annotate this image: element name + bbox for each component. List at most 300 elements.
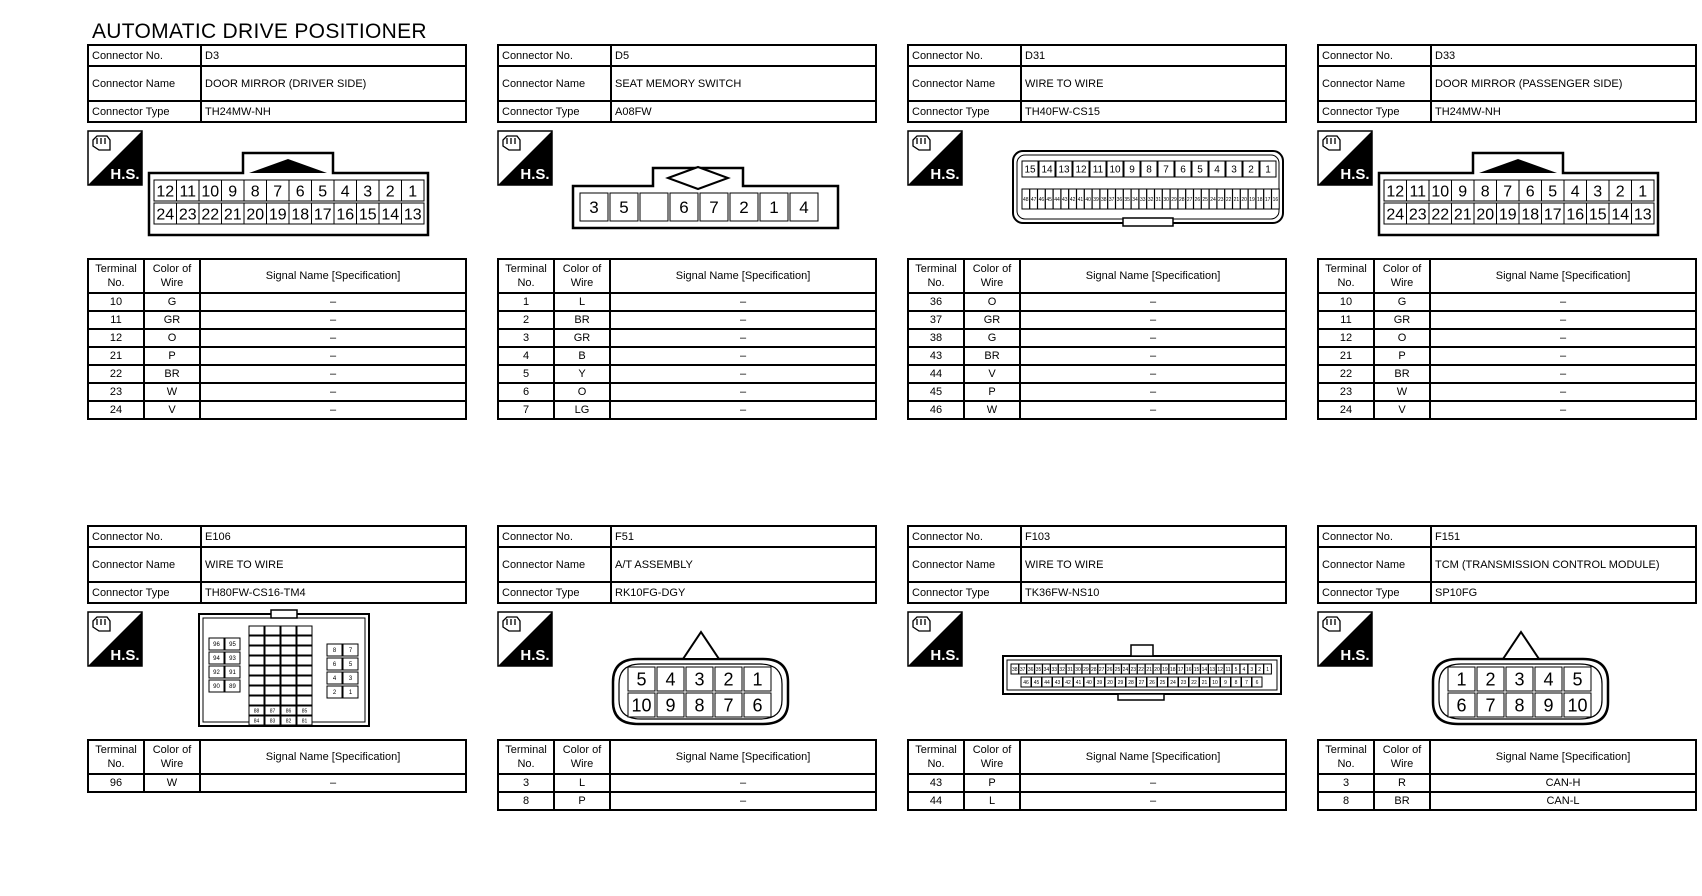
signal-name-header: Signal Name [Specification] — [1430, 740, 1696, 774]
signal-name-cell: – — [200, 383, 466, 401]
pin-cavity — [249, 656, 264, 665]
pin-number: 18 — [1521, 206, 1540, 224]
connector-no-value: F151 — [1431, 526, 1696, 547]
terminal-no-cell: 10 — [1318, 293, 1374, 311]
pin-number: 81 — [301, 718, 308, 725]
table-row — [908, 311, 1286, 329]
signal-name-cell: – — [200, 347, 466, 365]
pin-number: 22 — [201, 206, 220, 224]
pin-number: 3 — [363, 183, 373, 201]
lock-tab — [1131, 645, 1153, 656]
connector-face-drawing — [553, 123, 877, 258]
wire-color-header: Color of Wire — [964, 740, 1020, 774]
terminal-no-cell: 46 — [908, 401, 964, 419]
hs-label: H.S. — [520, 647, 550, 664]
pin-number: 16 — [336, 206, 355, 224]
pin-number: 28 — [1128, 679, 1134, 686]
harness-side-icon — [87, 611, 143, 667]
pin-number: 37 — [1019, 666, 1026, 673]
connector-no-value: F103 — [1021, 526, 1286, 547]
pin-number: 23 — [1218, 196, 1224, 203]
terminal-no-cell: 23 — [1318, 383, 1374, 401]
connector-type-label: Connector Type — [88, 101, 201, 122]
pin-number: 4 — [340, 183, 350, 201]
connector-no-label: Connector No. — [498, 526, 611, 547]
connector-block — [907, 525, 1287, 811]
pin-number: 24 — [1170, 679, 1176, 686]
pin-number: 12 — [1075, 164, 1087, 176]
connector-diagram — [1317, 123, 1697, 258]
pin-number: 84 — [253, 718, 260, 725]
terminal-no-header: Terminal No. — [88, 259, 144, 293]
pin-cavity — [297, 696, 312, 705]
harness-side-icon — [907, 611, 963, 667]
connector-block — [497, 44, 877, 420]
connector-type-label: Connector Type — [498, 101, 611, 122]
signal-name-header: Signal Name [Specification] — [610, 259, 876, 293]
signal-name-cell: – — [610, 792, 876, 810]
pin-number: 94 — [213, 656, 220, 663]
signal-name-cell: CAN-H — [1430, 774, 1696, 792]
pin-cavity — [297, 646, 312, 655]
pin-number: 2 — [1615, 183, 1625, 201]
connector-block — [1317, 525, 1697, 811]
pin-number: 15 — [1588, 206, 1607, 224]
pin-number: 34 — [1132, 196, 1138, 203]
table-row — [908, 329, 1286, 347]
pin-number: 1 — [1456, 669, 1467, 690]
wire-color-cell: W — [144, 774, 200, 792]
terminal-no-cell: 36 — [908, 293, 964, 311]
harness-side-icon — [1317, 611, 1373, 667]
pin-number: 13 — [1209, 666, 1216, 673]
connector-face-drawing — [143, 604, 467, 739]
connector-diagram — [87, 123, 467, 258]
pin-cavity — [265, 666, 280, 675]
table-row — [498, 774, 876, 792]
pin-number: 24 — [156, 206, 175, 224]
pin-cavity — [249, 636, 264, 645]
signal-name-cell: – — [1430, 401, 1696, 419]
pin-number: 3 — [694, 669, 705, 690]
pin-number: 20 — [246, 206, 265, 224]
pin-number: 7 — [1485, 695, 1496, 716]
pin-number: 9 — [1129, 164, 1135, 176]
terminal-no-cell: 1 — [498, 293, 554, 311]
terminal-no-header: Terminal No. — [1318, 740, 1374, 774]
wire-color-cell: BR — [964, 347, 1020, 365]
connector-block — [497, 525, 877, 811]
pin-number: 25 — [1114, 666, 1121, 673]
wire-color-cell: BR — [1374, 792, 1430, 810]
pin-number: 10 — [1431, 183, 1450, 201]
wire-color-cell: V — [1374, 401, 1430, 419]
table-row — [88, 329, 466, 347]
terminal-no-header: Terminal No. — [1318, 259, 1374, 293]
pin-number: 12 — [1386, 183, 1405, 201]
terminal-no-cell: 45 — [908, 383, 964, 401]
signal-name-cell: – — [1020, 383, 1286, 401]
connector-name-label: Connector Name — [498, 66, 611, 101]
wire-color-cell: V — [964, 365, 1020, 383]
pin-cavity — [281, 656, 296, 665]
wire-color-cell: O — [554, 383, 610, 401]
pin-number: 92 — [213, 670, 220, 677]
pin-number: 33 — [1051, 666, 1058, 673]
pin-number: 5 — [1234, 666, 1238, 673]
pin-number: 7 — [723, 695, 734, 716]
pin-number: 42 — [1065, 679, 1071, 686]
pin-number: 6 — [332, 662, 337, 669]
pin-number: 27 — [1186, 196, 1193, 203]
connector-name-value: WIRE TO WIRE — [201, 547, 466, 582]
pin-cavity — [281, 646, 296, 655]
pin-number: 17 — [1264, 196, 1271, 203]
terminal-no-cell: 11 — [88, 311, 144, 329]
terminal-no-header: Terminal No. — [498, 259, 554, 293]
pin-number: 19 — [1249, 196, 1255, 203]
pin-number: 8 — [1146, 164, 1152, 176]
wire-color-header: Color of Wire — [1374, 740, 1430, 774]
connector-name-value: WIRE TO WIRE — [1021, 66, 1286, 101]
connector-type-value: TK36FW-NS10 — [1021, 582, 1286, 603]
terminal-table — [497, 258, 877, 420]
pin-cavity — [281, 696, 296, 705]
pin-cavity — [281, 626, 296, 635]
connector-diagram — [1317, 604, 1697, 739]
wire-color-cell: P — [554, 792, 610, 810]
signal-name-cell: – — [610, 401, 876, 419]
pin-cavity — [265, 646, 280, 655]
pin-number: 8 — [250, 183, 260, 201]
wire-color-cell: L — [554, 293, 610, 311]
pin-cavity — [265, 676, 280, 685]
pin-number: 2 — [1248, 164, 1254, 176]
terminal-no-header: Terminal No. — [908, 740, 964, 774]
signal-name-cell: – — [1020, 365, 1286, 383]
pin-number: 28 — [1091, 666, 1097, 673]
connector-type-label: Connector Type — [1318, 101, 1431, 122]
terminal-no-cell: 22 — [88, 365, 144, 383]
pin-number: 44 — [1054, 196, 1060, 203]
pin-number: 5 — [318, 183, 328, 201]
wire-color-header: Color of Wire — [554, 259, 610, 293]
terminal-no-cell: 21 — [1318, 347, 1374, 365]
terminal-table — [1317, 739, 1697, 811]
table-row — [1318, 401, 1696, 419]
hs-label: H.S. — [110, 647, 140, 664]
connector-name-value: A/T ASSEMBLY — [611, 547, 876, 582]
pin-number: 30 — [1163, 196, 1169, 203]
pin-number: 90 — [213, 684, 220, 691]
terminal-no-cell: 2 — [498, 311, 554, 329]
signal-name-cell: – — [610, 311, 876, 329]
connector-info-table — [907, 44, 1287, 123]
pin-number: 1 — [1265, 164, 1271, 176]
signal-name-cell: – — [1430, 293, 1696, 311]
connector-info-table — [907, 525, 1287, 604]
harness-side-icon — [1317, 130, 1373, 186]
pin-number: 7 — [1163, 164, 1169, 176]
pin-number: 11 — [179, 183, 197, 201]
pin-number: 82 — [285, 718, 292, 725]
pin-number: 23 — [1180, 679, 1187, 686]
pin-number: 20 — [1107, 679, 1113, 686]
connector-info-table — [87, 44, 467, 123]
pin-number: 6 — [679, 198, 689, 218]
pin-number: 18 — [291, 206, 310, 224]
pin-number: 28 — [1179, 196, 1185, 203]
signal-name-cell: – — [610, 347, 876, 365]
pin-number: 14 — [381, 206, 400, 224]
pin-number: 18 — [1257, 196, 1263, 203]
pin-number: 7 — [348, 648, 353, 655]
pin-number: 29 — [1117, 679, 1124, 686]
pin-number: 16 — [1566, 206, 1585, 224]
pin-number: 6 — [295, 183, 305, 201]
connector-no-value: F51 — [611, 526, 876, 547]
connector-name-value: DOOR MIRROR (DRIVER SIDE) — [201, 66, 466, 101]
signal-name-cell: – — [1020, 293, 1286, 311]
pin-number: 31 — [1155, 196, 1162, 203]
pin-number: 10 — [631, 695, 652, 716]
pin-number: 32 — [1059, 666, 1065, 673]
pin-cavity — [265, 656, 280, 665]
pin-number: 39 — [1096, 679, 1103, 686]
wire-color-cell: P — [964, 383, 1020, 401]
pin-number: 22 — [1431, 206, 1450, 224]
connector-type-value: SP10FG — [1431, 582, 1696, 603]
pin-number: 8 — [1234, 679, 1238, 686]
connector-info-table — [1317, 525, 1697, 604]
table-row — [498, 293, 876, 311]
pin-cavity — [297, 676, 312, 685]
terminal-no-cell: 3 — [1318, 774, 1374, 792]
pin-number: 83 — [269, 718, 276, 725]
pin-number: 7 — [1503, 183, 1513, 201]
connector-no-value: D31 — [1021, 45, 1286, 66]
terminal-no-cell: 44 — [908, 792, 964, 810]
pin-number: 1 — [1638, 183, 1648, 201]
pin-number: 19 — [1162, 666, 1168, 673]
pin-number: 5 — [1197, 164, 1203, 176]
connector-no-label: Connector No. — [1318, 45, 1431, 66]
pin-number: 24 — [1122, 666, 1129, 673]
terminal-table — [87, 739, 467, 793]
wire-color-cell: GR — [144, 311, 200, 329]
pin-cavity — [265, 696, 280, 705]
pin-cavity — [281, 676, 296, 685]
connector-info-table — [1317, 44, 1697, 123]
wire-color-cell: B — [554, 347, 610, 365]
wire-color-cell: G — [964, 329, 1020, 347]
terminal-no-cell: 21 — [88, 347, 144, 365]
table-row — [1318, 329, 1696, 347]
wire-color-cell: O — [144, 329, 200, 347]
pin-number: 26 — [1149, 679, 1155, 686]
pin-number: 86 — [285, 708, 292, 715]
pin-cavity — [297, 636, 312, 645]
pin-number: 14 — [1611, 206, 1630, 224]
pin-number: 2 — [1485, 669, 1496, 690]
pin-cavity — [249, 676, 264, 685]
pin-cavity — [265, 626, 280, 635]
pin-number: 2 — [332, 690, 337, 697]
signal-name-cell: – — [610, 293, 876, 311]
table-row — [498, 401, 876, 419]
wire-color-cell: G — [1374, 293, 1430, 311]
connector-type-label: Connector Type — [88, 582, 201, 603]
signal-name-header: Signal Name [Specification] — [1020, 259, 1286, 293]
connector-name-value: SEAT MEMORY SWITCH — [611, 66, 876, 101]
pin-number: 6 — [1456, 695, 1467, 716]
signal-name-cell: – — [1430, 365, 1696, 383]
pin-number: 8 — [332, 648, 337, 655]
pin-number: 36 — [1116, 196, 1123, 203]
pin-cavity — [249, 626, 264, 635]
pin-number: 23 — [1408, 206, 1427, 224]
pin-number: 41 — [1077, 196, 1084, 203]
pin-number: 4 — [1543, 669, 1554, 690]
wire-color-cell: W — [964, 401, 1020, 419]
table-row — [498, 792, 876, 810]
pin-number: 15 — [358, 206, 377, 224]
pin-number: 13 — [403, 206, 422, 224]
wire-color-cell: GR — [1374, 311, 1430, 329]
pin-number: 16 — [1185, 666, 1192, 673]
signal-name-cell: – — [200, 329, 466, 347]
pin-number: 10 — [1567, 695, 1588, 716]
pin-number: 24 — [1210, 196, 1216, 203]
pin-number: 23 — [1130, 666, 1137, 673]
terminal-no-header: Terminal No. — [498, 740, 554, 774]
connector-name-value: DOOR MIRROR (PASSENGER SIDE) — [1431, 66, 1696, 101]
terminal-no-cell: 12 — [88, 329, 144, 347]
pin-number: 3 — [1250, 666, 1254, 673]
connector-face-drawing — [143, 123, 467, 258]
pin-number: 23 — [178, 206, 197, 224]
pin-number: 14 — [1041, 164, 1053, 176]
pin-number: 20 — [1241, 196, 1247, 203]
signal-name-cell: – — [200, 774, 466, 792]
pin-number: 8 — [1514, 695, 1525, 716]
table-row — [1318, 383, 1696, 401]
terminal-table — [907, 258, 1287, 420]
pin-number: 27 — [1138, 679, 1145, 686]
pin-number: 1 — [752, 669, 763, 690]
wire-color-cell: L — [554, 774, 610, 792]
connector-name-label: Connector Name — [1318, 66, 1431, 101]
connector-type-label: Connector Type — [1318, 582, 1431, 603]
pin-number: 27 — [1098, 666, 1105, 673]
connector-no-value: D5 — [611, 45, 876, 66]
pin-number: 47 — [1030, 196, 1037, 203]
table-row — [88, 347, 466, 365]
table-row — [908, 792, 1286, 810]
table-row — [498, 383, 876, 401]
pin-number: 11 — [1225, 666, 1231, 673]
table-row — [1318, 293, 1696, 311]
terminal-table — [87, 258, 467, 420]
connector-no-label: Connector No. — [1318, 526, 1431, 547]
table-row — [908, 347, 1286, 365]
pin-number: 2 — [739, 198, 749, 218]
pin-number: 11 — [1409, 183, 1427, 201]
connector-diagram — [907, 123, 1287, 258]
wire-color-cell: G — [144, 293, 200, 311]
pin-number: 34 — [1043, 666, 1050, 673]
signal-name-cell: – — [1020, 347, 1286, 365]
table-row — [498, 329, 876, 347]
connector-type-value: TH24MW-NH — [1431, 101, 1696, 122]
connector-type-label: Connector Type — [908, 582, 1021, 603]
connector-name-value: TCM (TRANSMISSION CONTROL MODULE) — [1431, 547, 1696, 582]
pin-number: 1 — [408, 183, 418, 201]
pin-number: 22 — [1138, 666, 1144, 673]
signal-name-cell: – — [1020, 401, 1286, 419]
terminal-table — [1317, 258, 1697, 420]
signal-name-header: Signal Name [Specification] — [610, 740, 876, 774]
pin-number: 20 — [1154, 666, 1160, 673]
connector-name-label: Connector Name — [498, 547, 611, 582]
pin-number: 25 — [1159, 679, 1166, 686]
pin-number: 29 — [1083, 666, 1089, 673]
table-row — [908, 401, 1286, 419]
pin-number: 9 — [228, 183, 238, 201]
terminal-no-cell: 12 — [1318, 329, 1374, 347]
terminal-no-cell: 44 — [908, 365, 964, 383]
pin-number: 40 — [1085, 196, 1091, 203]
hs-label: H.S. — [520, 166, 550, 183]
wire-color-cell: O — [964, 293, 1020, 311]
signal-name-header: Signal Name [Specification] — [1430, 259, 1696, 293]
pin-number: 35 — [1035, 666, 1042, 673]
wire-color-cell: BR — [554, 311, 610, 329]
pin-number: 5 — [1548, 183, 1558, 201]
connector-no-label: Connector No. — [908, 526, 1021, 547]
connector-face-drawing — [553, 604, 877, 739]
wire-color-cell: BR — [144, 365, 200, 383]
table-row — [1318, 311, 1696, 329]
connector-block — [1317, 44, 1697, 420]
terminal-no-cell: 22 — [1318, 365, 1374, 383]
signal-name-cell: – — [1020, 329, 1286, 347]
pin-number: 21 — [1453, 206, 1472, 224]
pin-number: 21 — [1146, 666, 1152, 673]
pin-number: 3 — [1231, 164, 1237, 176]
pin-number: 93 — [229, 656, 236, 663]
pin-number: 21 — [223, 206, 242, 224]
pin-cavity — [249, 666, 264, 675]
hs-label: H.S. — [1340, 647, 1370, 664]
pin-number: 7 — [1245, 679, 1248, 686]
terminal-no-header: Terminal No. — [908, 259, 964, 293]
pin-number: 2 — [723, 669, 734, 690]
pin-number: 9 — [1458, 183, 1468, 201]
table-row — [1318, 347, 1696, 365]
signal-name-cell: CAN-L — [1430, 792, 1696, 810]
pin-number: 46 — [1038, 196, 1045, 203]
pin-number: 5 — [619, 198, 629, 218]
table-row — [908, 293, 1286, 311]
pin-number: 42 — [1069, 196, 1076, 203]
pin-number: 22 — [1225, 196, 1232, 203]
pin-number: 43 — [1062, 196, 1068, 203]
pin-number: 5 — [1572, 669, 1583, 690]
pin-number: 4 — [1214, 164, 1220, 176]
pin-number: 45 — [1033, 679, 1040, 686]
terminal-table — [497, 739, 877, 811]
